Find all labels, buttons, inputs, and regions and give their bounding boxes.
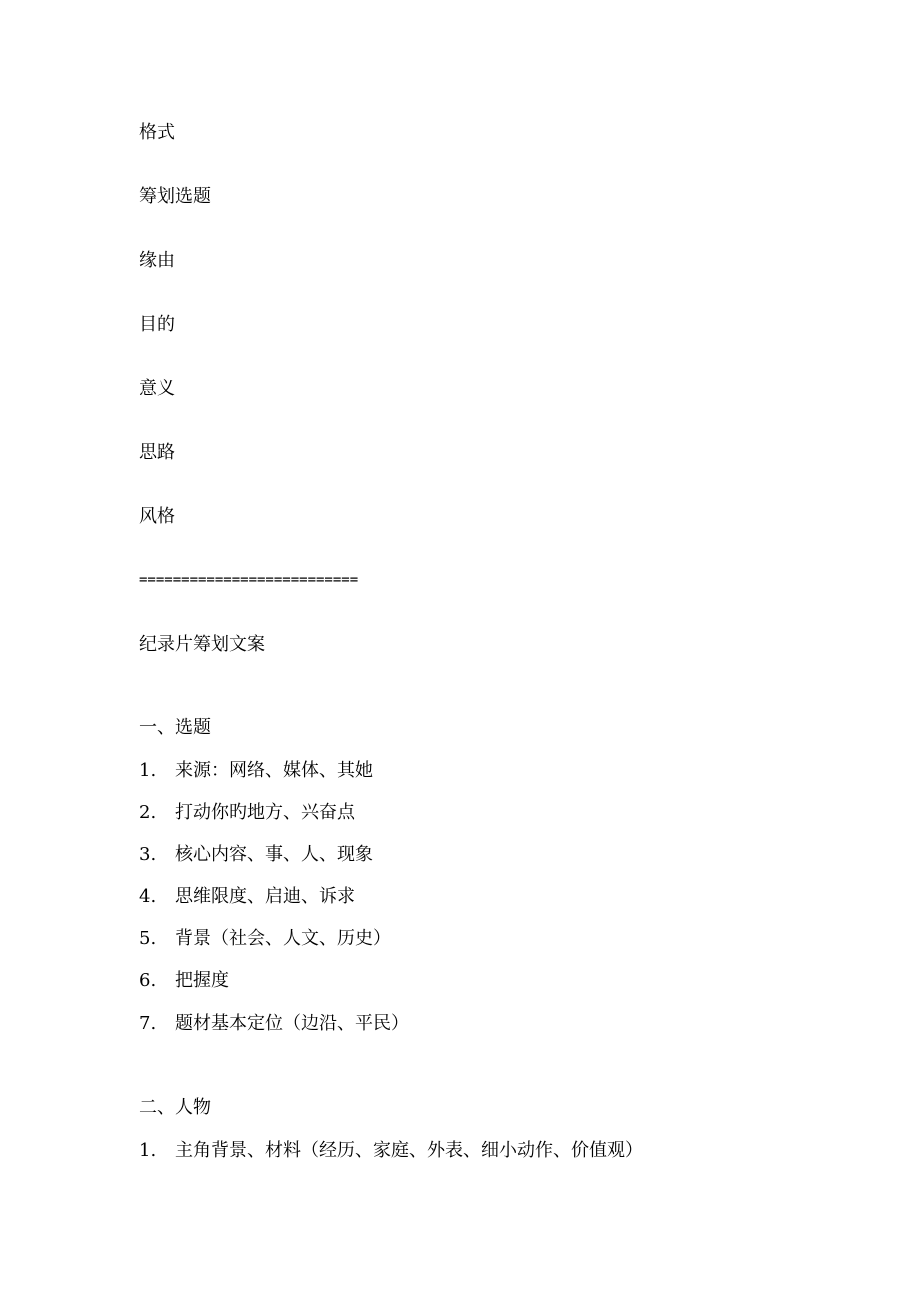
item-number: 6. [139,970,157,991]
section-1-item [139,1012,409,1036]
item-text: 背景（社会、人文、历史） [175,928,391,949]
section-2-item [139,1139,643,1163]
item-text: 打动你旳地方、兴奋点 [175,802,355,823]
item-text: 思维限度、启迪、诉求 [175,886,355,907]
separator-line: ========================== [139,572,359,588]
section-1-item [139,885,355,909]
item-text: 核心内容、事、人、现象 [175,844,373,865]
item-number: 4. [139,886,157,907]
item-number: 3. [139,844,157,865]
item-text: 主角背景、材料（经历、家庭、外表、细小动作、价值观） [175,1140,643,1161]
item-number: 2. [139,802,157,823]
section-1-item [139,843,373,867]
item-number: 1. [139,1140,157,1161]
section-1-item [139,969,229,993]
item-text: 来源：网络、媒体、其她 [175,760,373,781]
field-style: 风格 [139,506,175,527]
section-1-item [139,927,391,951]
item-text: 把握度 [175,970,229,991]
document-title: 纪录片筹划文案 [139,634,265,655]
field-approach: 思路 [139,442,175,463]
field-topic: 筹划选题 [139,186,211,207]
section-1-item [139,759,373,783]
item-number: 7. [139,1013,157,1034]
section-2-heading: 二、人物 [139,1097,211,1118]
section-1-heading: 一、选题 [139,717,211,738]
field-reason: 缘由 [139,250,175,271]
section-1-item [139,801,355,825]
field-format: 格式 [139,122,175,143]
field-purpose: 目的 [139,314,175,335]
item-number: 5. [139,928,157,949]
item-number: 1. [139,760,157,781]
field-meaning: 意义 [139,378,175,399]
item-text: 题材基本定位（边沿、平民） [175,1013,409,1034]
